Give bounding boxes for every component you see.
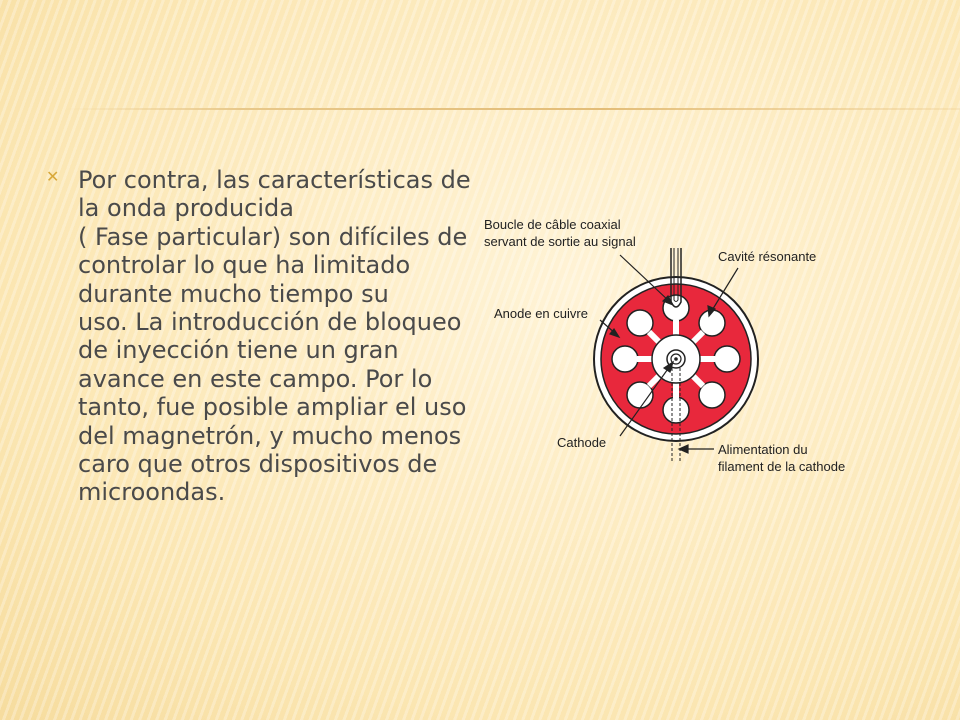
label-anode: Anode en cuivre xyxy=(494,306,588,321)
label-filament-line2: filament de la cathode xyxy=(718,459,846,474)
label-coax-line1: Boucle de câble coaxial xyxy=(484,217,621,232)
bullet-item xyxy=(46,166,486,507)
label-filament-line1: Alimentation du xyxy=(718,442,808,457)
title-divider xyxy=(62,108,960,110)
bullet-x-icon: ✕ xyxy=(46,167,60,186)
magnetron-svg xyxy=(470,200,890,500)
cavity-hole xyxy=(714,346,740,372)
cavity-hole xyxy=(663,397,689,423)
cavity-hole xyxy=(612,346,638,372)
label-cavity: Cavité résonante xyxy=(718,249,817,264)
label-cathode: Cathode xyxy=(557,435,607,450)
bullet-text: Por contra, las características de la onda producida ( Fase particular) son difíciles de controlar lo que ha limitado durante mucho tiempo su uso. La introducción de bloqueo de inyección tiene un gran avance en este campo. Por lo tanto, fue posible ampliar el uso del magnetrón, y mucho menos caro que otros dispositivos de microondas. xyxy=(78,166,471,507)
label-coax-line2: servant de sortie au signal xyxy=(484,234,636,249)
magnetron-diagram xyxy=(470,200,890,500)
